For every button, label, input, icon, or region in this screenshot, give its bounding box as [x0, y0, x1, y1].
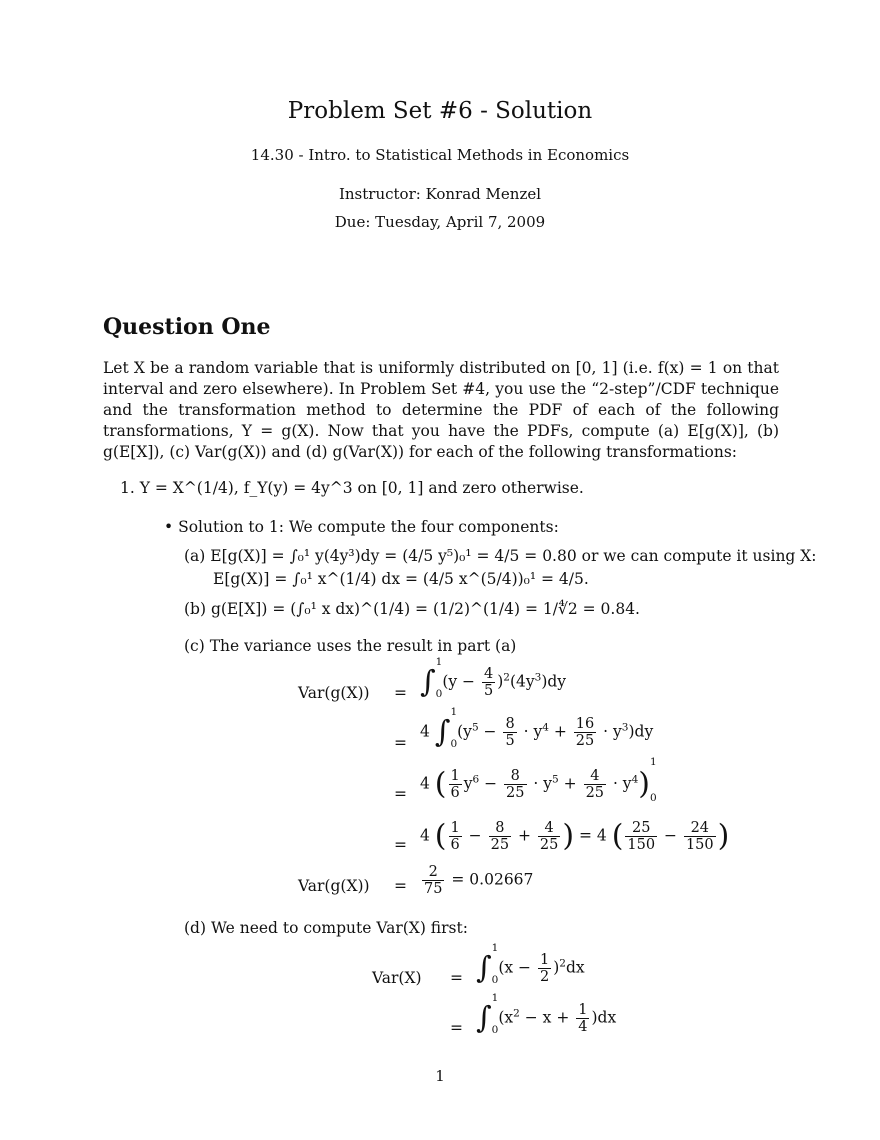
- variance-integral-2: 4 ∫1 $0(y^5$ − $\frac{8}{5}$ · $y^4$ + $\frac{16}{25}$ · $y^3)dy$: [420, 705, 654, 750]
- part-d: (d) We need to compute Var(X) first:: [184, 919, 468, 937]
- question-heading: Question One: [103, 314, 271, 340]
- due-date: Due: Tuesday, April 7, 2009: [334, 213, 546, 231]
- part-c: (c) The variance uses the result in part (a): [184, 637, 517, 655]
- transformation-item-1: 1. Y = X^(1/4), f_Y(y) = 4y^3 on [0, 1] and zero otherwise.: [120, 479, 584, 497]
- instructor-line: Instructor: Konrad Menzel: [338, 185, 542, 203]
- equals-sign: =: [394, 836, 407, 854]
- part-a-line-2: E[g(X)] = ∫₀¹ x^(1/4) dx = (4/5 x^(5/4))₀¹ = 4/5.: [213, 570, 589, 588]
- equals-sign: =: [394, 877, 407, 895]
- variance-evaluated: 4 ( $\frac{1}{6}$ − $\frac{8}{25}$ + $\frac{4}{25}$ ) = 4 ( $\frac{25}{150}$ − $\frac{24}{150}$ ): [420, 818, 730, 854]
- page-title: Problem Set #6 - Solution: [287, 98, 593, 124]
- varx-integral-1: ∫1 0(x − $\frac{1}{2}$ )$^2$dx: [476, 941, 585, 986]
- variance-integral-1: ∫1 0(y − $\frac{4}{5}$ )$^2(4y^3)dy$: [420, 655, 567, 700]
- var-lhs-1: Var(g(X)): [298, 684, 370, 702]
- equals-sign: =: [450, 969, 463, 987]
- varx-lhs: Var(X): [372, 969, 422, 987]
- course-name: 14.30 - Intro. to Statistical Methods in Economics: [250, 146, 630, 164]
- page-number: 1: [435, 1067, 445, 1085]
- equals-sign: =: [394, 785, 407, 803]
- equals-sign: =: [394, 684, 407, 702]
- part-a-line-1: (a) E[g(X)] = ∫₀¹ y(4y³)dy = (4/5 y⁵)₀¹ = 4/5 = 0.80 or we can compute it using X:: [184, 547, 817, 565]
- question-intro: Let X be a random variable that is uniformly distributed on [0, 1] (i.e. f(x) = 1 on that interval and zero elsewhere). In Problem Set #4, you use the “2-step”/CDF technique and the transformation method to determine the PDF of each of the following transformations, Y = g(X). Now that you have the PDFs, compute (a) E[g(X)], (b) g(E[X]), (c) Var(g(X)) and (d) g(Var(X)) for each of the following transformations:: [103, 359, 779, 461]
- solution-intro: • Solution to 1: We compute the four components:: [164, 518, 559, 536]
- var-lhs-2: Var(g(X)): [298, 877, 370, 895]
- equals-sign: =: [394, 734, 407, 752]
- varx-integral-2: ∫1 $0(x^2 - x$ + $\frac{1}{4}$ )dx: [476, 991, 617, 1036]
- part-b: (b) g(E[X]) = (∫₀¹ x dx)^(1/4) = (1/2)^(1/4) = 1/∜2 = 0.84.: [184, 600, 640, 618]
- variance-result: $\frac{2}{75}$ = 0.02667: [424, 864, 534, 897]
- variance-antiderivative: 4 ( $\frac{1}{6}$ $y^6$ − $\frac{8}{25}$ · $y^5$ + $\frac{4}{25}$ · $y^4)1$ 0: [420, 755, 657, 804]
- equals-sign: =: [450, 1019, 463, 1037]
